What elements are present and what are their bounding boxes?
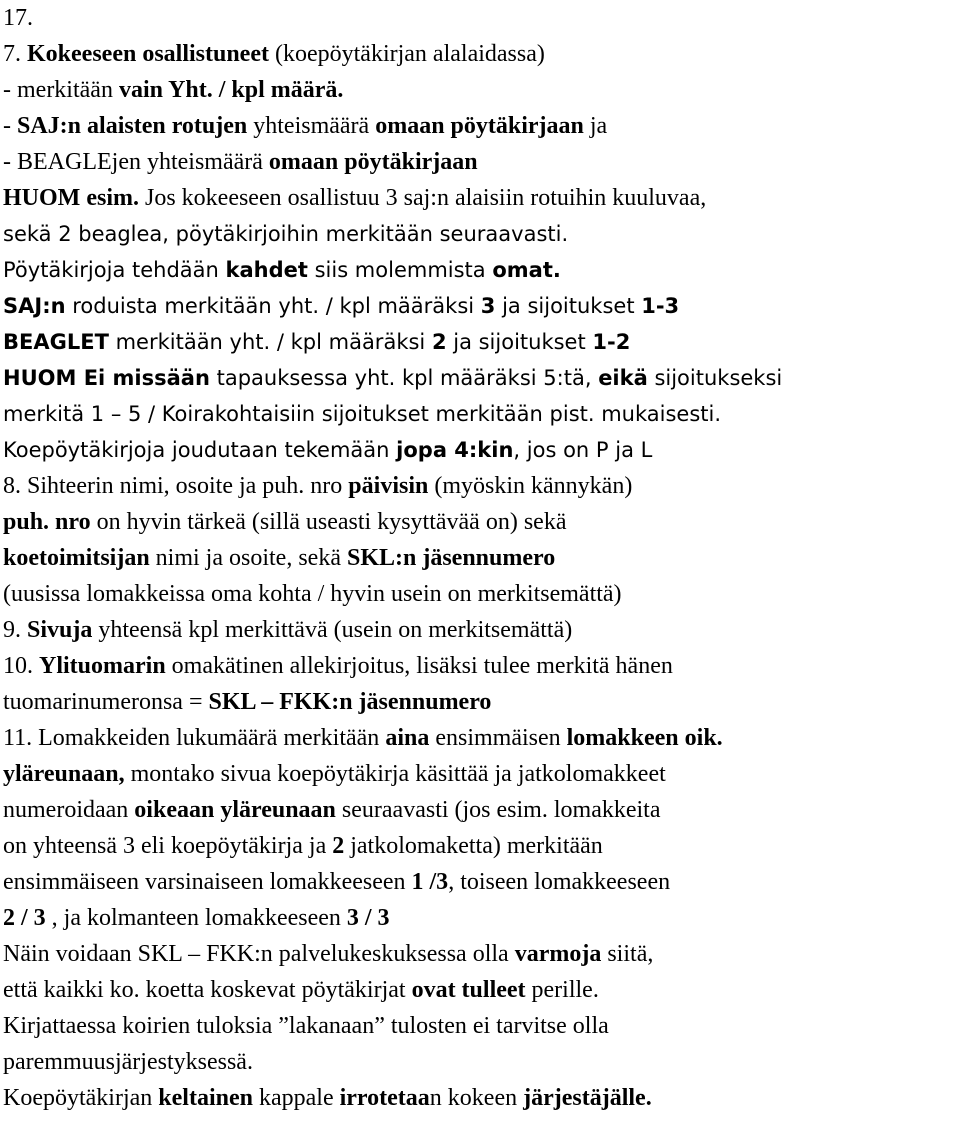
text-run: - bbox=[3, 113, 17, 139]
text-run: (uusissa lomakkeissa oma kohta / hyvin usein on merkitsemättä) bbox=[3, 581, 622, 607]
text-line bbox=[3, 432, 958, 468]
text-run: (myöskin kännykän) bbox=[428, 473, 633, 499]
text-run: Koepöytäkirjoja joudutaan tekemään bbox=[3, 438, 397, 462]
bold-text: Ylituomarin bbox=[39, 653, 166, 679]
bold-text: omaan pöytäkirjaan bbox=[375, 113, 584, 139]
text-line bbox=[3, 468, 958, 504]
text-run: Näin voidaan SKL – FKK:n palvelukeskuksessa olla bbox=[3, 941, 515, 967]
bold-text: oikeaan yläreunaan bbox=[134, 797, 336, 823]
text-line bbox=[3, 72, 958, 108]
text-line bbox=[3, 144, 958, 180]
text-line bbox=[3, 936, 958, 972]
text-run: 11. Lomakkeiden lukumäärä merkitään bbox=[3, 725, 386, 751]
bold-text: 1 /3 bbox=[411, 869, 449, 895]
text-run: merkitä 1 – 5 / Koirakohtaisiin sijoitukset merkitään pist. mukaisesti. bbox=[3, 402, 722, 426]
text-run: roduista merkitään yht. / kpl määräksi bbox=[65, 294, 481, 318]
text-run: jatkolomaketta) merkitään bbox=[344, 833, 603, 859]
text-line bbox=[3, 1080, 958, 1116]
text-run: numeroidaan bbox=[3, 797, 135, 823]
bold-text: HUOM Ei missään bbox=[3, 366, 210, 390]
text-line bbox=[3, 972, 958, 1008]
text-line bbox=[3, 792, 958, 828]
bold-text: jopa 4:kin bbox=[396, 438, 514, 462]
text-run: että kaikki ko. koetta koskevat pöytäkirjat bbox=[3, 977, 412, 1003]
bold-text: keltainen bbox=[158, 1085, 253, 1111]
bold-text: omat. bbox=[492, 258, 561, 282]
text-run: 7. bbox=[3, 41, 27, 67]
text-line bbox=[3, 396, 958, 432]
text-line bbox=[3, 828, 958, 864]
bold-text: puh. nro bbox=[3, 509, 91, 535]
text-run: sijoitukseksi bbox=[647, 366, 783, 390]
bold-text: Sivuja bbox=[27, 617, 93, 643]
text-run: ensimmäiseen varsinaiseen lomakkeeseen bbox=[3, 869, 412, 895]
text-run: - merkitään bbox=[3, 77, 119, 103]
bold-text: eikä bbox=[598, 366, 648, 390]
bold-text: varmoja bbox=[514, 941, 602, 967]
bold-text: 1-3 bbox=[641, 294, 680, 318]
bold-text: omaan pöytäkirjaan bbox=[268, 149, 478, 175]
text-run: Koepöytäkirjan bbox=[3, 1085, 159, 1111]
text-line bbox=[3, 576, 958, 612]
bold-text: 2 / 3 bbox=[3, 905, 46, 931]
text-line bbox=[3, 180, 958, 216]
text-line bbox=[3, 900, 958, 936]
text-run: kappale bbox=[252, 1085, 340, 1111]
text-run: tuomarinumeronsa = bbox=[3, 689, 209, 715]
text-line bbox=[3, 612, 958, 648]
bold-text: BEAGLET bbox=[3, 330, 109, 354]
bold-text: irrotetaa bbox=[339, 1085, 430, 1111]
text-run: , toiseen lomakkeeseen bbox=[448, 869, 671, 895]
bold-text: SKL – FKK:n jäsennumero bbox=[208, 689, 492, 715]
bold-text: SKL:n jäsennumero bbox=[346, 545, 556, 571]
text-line bbox=[3, 1008, 958, 1044]
text-run: nimi ja osoite, sekä bbox=[149, 545, 347, 571]
bold-text: 1-2 bbox=[592, 330, 631, 354]
text-run: montako sivua koepöytäkirja käsittää ja jatkolomakkeet bbox=[124, 761, 666, 787]
bold-text: yläreunaan, bbox=[3, 761, 125, 787]
text-run: yhteismäärä bbox=[247, 113, 376, 139]
text-run: yhteensä kpl merkittävä (usein on merkitsemättä) bbox=[92, 617, 573, 643]
text-line bbox=[3, 216, 958, 252]
text-run: sekä 2 beaglea, pöytäkirjoihin merkitään seuraavasti. bbox=[3, 222, 569, 246]
text-run: ensimmäisen bbox=[429, 725, 567, 751]
text-run: - BEAGLEjen yhteismäärä bbox=[3, 149, 269, 175]
text-run: seuraavasti (jos esim. lomakkeita bbox=[335, 797, 661, 823]
text-line bbox=[3, 108, 958, 144]
bold-text: 2 bbox=[332, 833, 345, 859]
text-line bbox=[3, 504, 958, 540]
text-line bbox=[3, 252, 958, 288]
text-run: merkitään yht. / kpl määräksi bbox=[108, 330, 432, 354]
document-page bbox=[3, 0, 958, 1116]
bold-text: koetoimitsijan bbox=[3, 545, 150, 571]
text-line bbox=[3, 324, 958, 360]
bold-text: ovat tulleet bbox=[411, 977, 526, 1003]
text-line bbox=[3, 684, 958, 720]
text-line bbox=[3, 1044, 958, 1080]
bold-text: SAJ:n alaisten rotujen bbox=[17, 113, 248, 139]
text-run: on yhteensä 3 eli koepöytäkirja ja bbox=[3, 833, 333, 859]
bold-text: vain Yht. / kpl määrä. bbox=[118, 77, 344, 103]
text-run: perille. bbox=[525, 977, 599, 1003]
text-run: Kirjattaessa koirien tuloksia ”lakanaan” tulosten ei tarvitse olla bbox=[3, 1013, 609, 1039]
text-line bbox=[3, 864, 958, 900]
bold-text: kahdet bbox=[225, 258, 308, 282]
text-line bbox=[3, 0, 958, 36]
text-run: omakätinen allekirjoitus, lisäksi tulee merkitä hänen bbox=[165, 653, 673, 679]
text-run: n kokeen bbox=[429, 1085, 524, 1111]
bold-text: lomakkeen oik. bbox=[566, 725, 723, 751]
text-line bbox=[3, 288, 958, 324]
text-run: Jos kokeeseen osallistuu 3 saj:n alaisiin rotuihin kuuluvaa, bbox=[138, 185, 707, 211]
text-run: 9. bbox=[3, 617, 27, 643]
bold-text: aina bbox=[385, 725, 430, 751]
text-run: ja bbox=[583, 113, 608, 139]
bold-text: järjestäjälle. bbox=[523, 1085, 652, 1111]
text-line bbox=[3, 648, 958, 684]
text-run: on hyvin tärkeä (sillä useasti kysyttävää on) sekä bbox=[90, 509, 567, 535]
bold-text: 3 / 3 bbox=[346, 905, 390, 931]
text-run: , jos on P ja L bbox=[513, 438, 653, 462]
bold-text: päivisin bbox=[348, 473, 429, 499]
text-run: ja sijoitukset bbox=[495, 294, 642, 318]
bold-text: SAJ:n bbox=[3, 294, 66, 318]
text-run: tapauksessa yht. kpl määräksi 5:tä, bbox=[209, 366, 599, 390]
text-line bbox=[3, 720, 958, 756]
text-run: (koepöytäkirjan alalaidassa) bbox=[268, 41, 545, 67]
bold-text: 2 bbox=[431, 330, 447, 354]
bold-text: HUOM esim. bbox=[3, 185, 139, 211]
text-run: 8. Sihteerin nimi, osoite ja puh. nro bbox=[3, 473, 349, 499]
text-run: paremmuusjärjestyksessä. bbox=[3, 1049, 253, 1075]
text-run: ja sijoitukset bbox=[446, 330, 593, 354]
text-run: Pöytäkirjoja tehdään bbox=[3, 258, 226, 282]
text-line bbox=[3, 360, 958, 396]
text-line bbox=[3, 36, 958, 72]
text-line bbox=[3, 540, 958, 576]
text-line bbox=[3, 756, 958, 792]
text-run: 10. bbox=[3, 653, 39, 679]
text-run: 17. bbox=[3, 5, 33, 31]
text-run: siis molemmista bbox=[307, 258, 493, 282]
bold-text: Kokeeseen osallistuneet bbox=[27, 41, 269, 67]
bold-text: 3 bbox=[480, 294, 496, 318]
text-run: siitä, bbox=[601, 941, 654, 967]
text-run: , ja kolmanteen lomakkeeseen bbox=[45, 905, 347, 931]
